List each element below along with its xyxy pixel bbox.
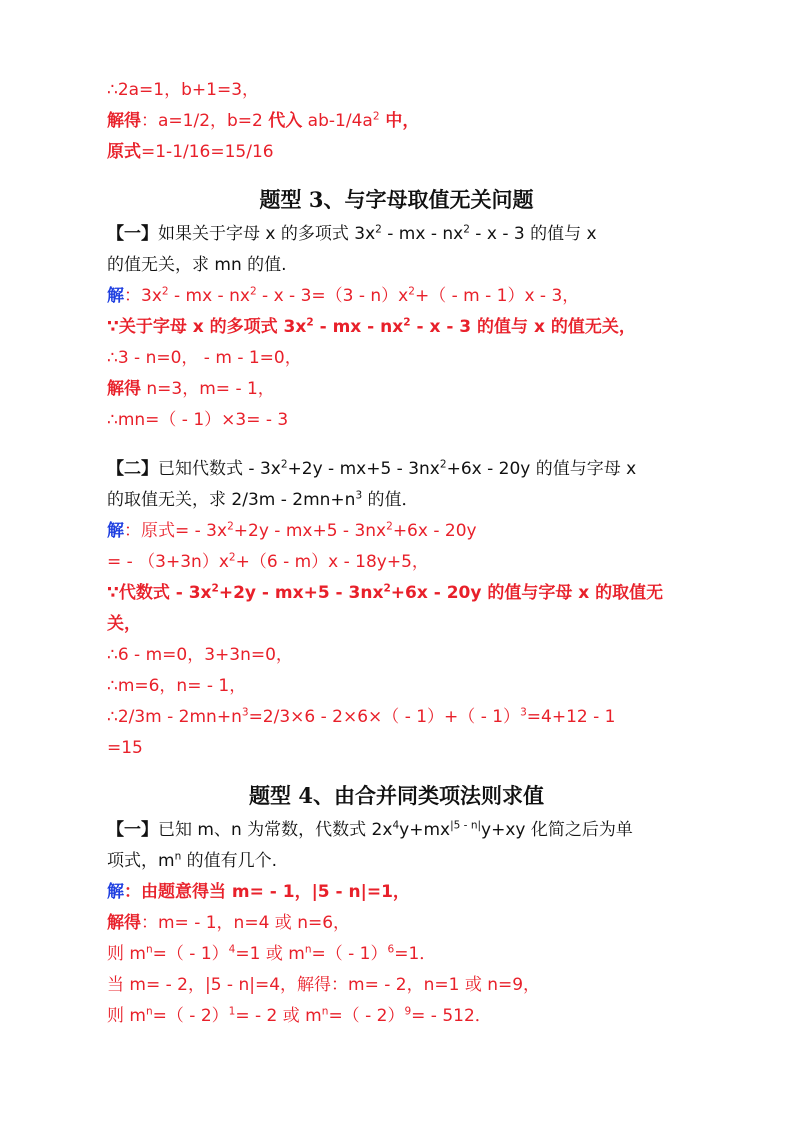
- s3-p2-solution-line-1: 解：原式= - $3x^2+2y - mx+5 - 3nx^2+6x - 20y$: [107, 520, 477, 541]
- s4-p1-question-line-1: 【一】已知 m、n 为常数，代数式 $2x^4y+mx^{|5 - n|}y+xy$ 化简之后为单: [107, 819, 633, 840]
- s3-p1-question-line-2: 的值无关，求 mn 的值.: [107, 255, 287, 275]
- s3-p2-question-line-1: 【二】已知代数式 - $3x^2+2y - mx+5 - 3nx^2+6x - 20y$ 的值与字母 x: [107, 458, 637, 479]
- s3-p1-solution-line-4: 解得 n=3，m= - 1，: [107, 379, 275, 399]
- s3-p2-solution-line-6: ∴m=6，n= - 1，: [107, 676, 247, 696]
- s3-p2-solution-line-5: ∴6 - m=0，3+3n=0，: [107, 645, 293, 665]
- top-line-3: 原式=1-1/16=15/16: [107, 142, 274, 162]
- s3-p2-solution-line-4: 关，: [107, 614, 141, 634]
- s3-p2-solution-line-3: ∵代数式 - $3x^2+2y - mx+5 - 3nx^2+6x - 20y$ 的值与字母 x 的取值无: [107, 582, 664, 603]
- s3-p1-solution-line-5: ∴mn=（ - 1）×3= - 3: [107, 410, 289, 430]
- s4-p1-solution-line-4: 当 m= - 2，|5 - n|=4，解得：m= - 2，n=1 或 n=9，: [107, 975, 541, 995]
- s4-p1-solution-line-2: 解得：m= - 1，n=4 或 n=6，: [107, 913, 351, 933]
- top-line-2: 解得：a=1/2，b=2 代入 $ab-1/4a^2$ 中，: [107, 110, 420, 131]
- s4-p1-solution-line-3: 则 $m^n=( - 1)^4=1$ 或 $m^n=( - 1)^6=1$．: [107, 943, 437, 964]
- s3-p2-solution-line-8: =15: [107, 738, 143, 758]
- s4-p1-question-line-2: 项式，$m^n$ 的值有几个.: [107, 850, 278, 871]
- s3-p1-solution-line-1: 解：$3x^2$ - mx - $nx^2 - x - 3=(3 - n)x^2+( - m - 1)x - 3$，: [107, 285, 580, 306]
- s4-p1-solution-line-1: 解：由题意得当 m= - 1，|5 - n|=1，: [107, 882, 410, 902]
- s3-p1-question-line-1: 【一】如果关于字母 x 的多项式 $3x^2$ - mx - $nx^2$ - x - 3 的值与 x: [107, 223, 597, 244]
- s3-p1-solution-line-3: ∴3 - n=0， - m - 1=0，: [107, 348, 302, 368]
- section-3-heading: 题型 3、与字母取值无关问题: [259, 187, 534, 212]
- s4-p1-solution-line-5: 则 $m^n=( - 2)^1= - 2$ 或 $m^n=( - 2)^9= - 512$．: [107, 1005, 492, 1026]
- top-line-1: ∴2a=1，b+1=3，: [107, 80, 260, 100]
- s3-p1-solution-line-2: ∵关于字母 x 的多项式 $3x^2$ - mx - $nx^2$ - x - 3 的值与 x 的值无关，: [107, 316, 636, 337]
- s3-p2-solution-line-7: ∴2/3m - $2mn+n^3=2/3\times 6 - 2\times 6\times( - 1)+( - 1)^3=4+12 - 1$: [107, 706, 616, 727]
- section-4-heading: 题型 4、由合并同类项法则求值: [249, 783, 544, 808]
- s3-p2-question-line-2: 的取值无关，求 $2/3m - 2mn+n^3$ 的值．: [107, 489, 419, 510]
- s3-p2-solution-line-2: = - $(3+3n)x^2+(6 - m)x - 18y+5$，: [107, 551, 429, 572]
